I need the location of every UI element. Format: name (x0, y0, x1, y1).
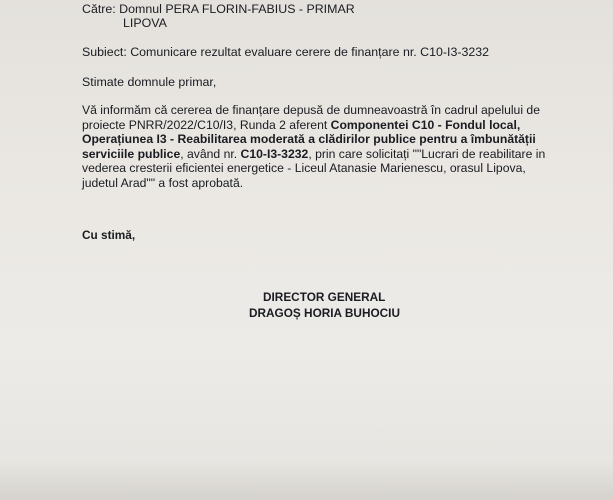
recipient-line (82, 2, 355, 17)
body-text: proiecte PNRR/2022/C10/I3, Runda 2 aferent (82, 117, 331, 132)
body-line-2 (82, 118, 557, 133)
body-line-3: Operațiunea I3 - Reabilitarea moderată a clădirilor publice pentru a îmbunătății (82, 132, 536, 147)
body-text: , prin care solicitați ""Lucrari de reabilitare in (308, 146, 546, 161)
body-line-5: vederea cresterii eficientei energetice - Liceul Atanasie Marienescu, orasul Lipova, (82, 161, 526, 176)
recipient-prefix: Către: Domnul (82, 2, 166, 16)
body-line-6: judetul Arad"" a fost aprobată. (82, 175, 244, 190)
recipient-name: PERA FLORIN-FABIUS - PRIMAR (165, 2, 355, 16)
body-text: , având nr. (180, 146, 241, 161)
body-paragraph (82, 103, 557, 191)
signature-title: DIRECTOR GENERAL (263, 290, 386, 304)
body-bold-component: Componentei C10 - Fondul local, (330, 117, 521, 132)
recipient-city: LIPOVA (123, 16, 167, 30)
subject-line: Subiect: Comunicare rezultat evaluare cerere de finanțare nr. C10-I3-3232 (82, 45, 490, 59)
body-line-4 (82, 147, 557, 162)
photo-shadow (0, 460, 613, 500)
body-line-1: Vă informăm că cererea de finanțare depusă de dumneavoastră în cadrul apelului de (82, 103, 540, 117)
greeting: Stimate domnule primar, (82, 75, 217, 89)
body-bold-number: C10-I3-3232 (240, 146, 309, 161)
signature-name: DRAGOȘ HORIA BUHOCIU (249, 306, 400, 320)
body-bold-services: serviciile publice (82, 146, 181, 161)
closing: Cu stimă, (82, 228, 136, 242)
